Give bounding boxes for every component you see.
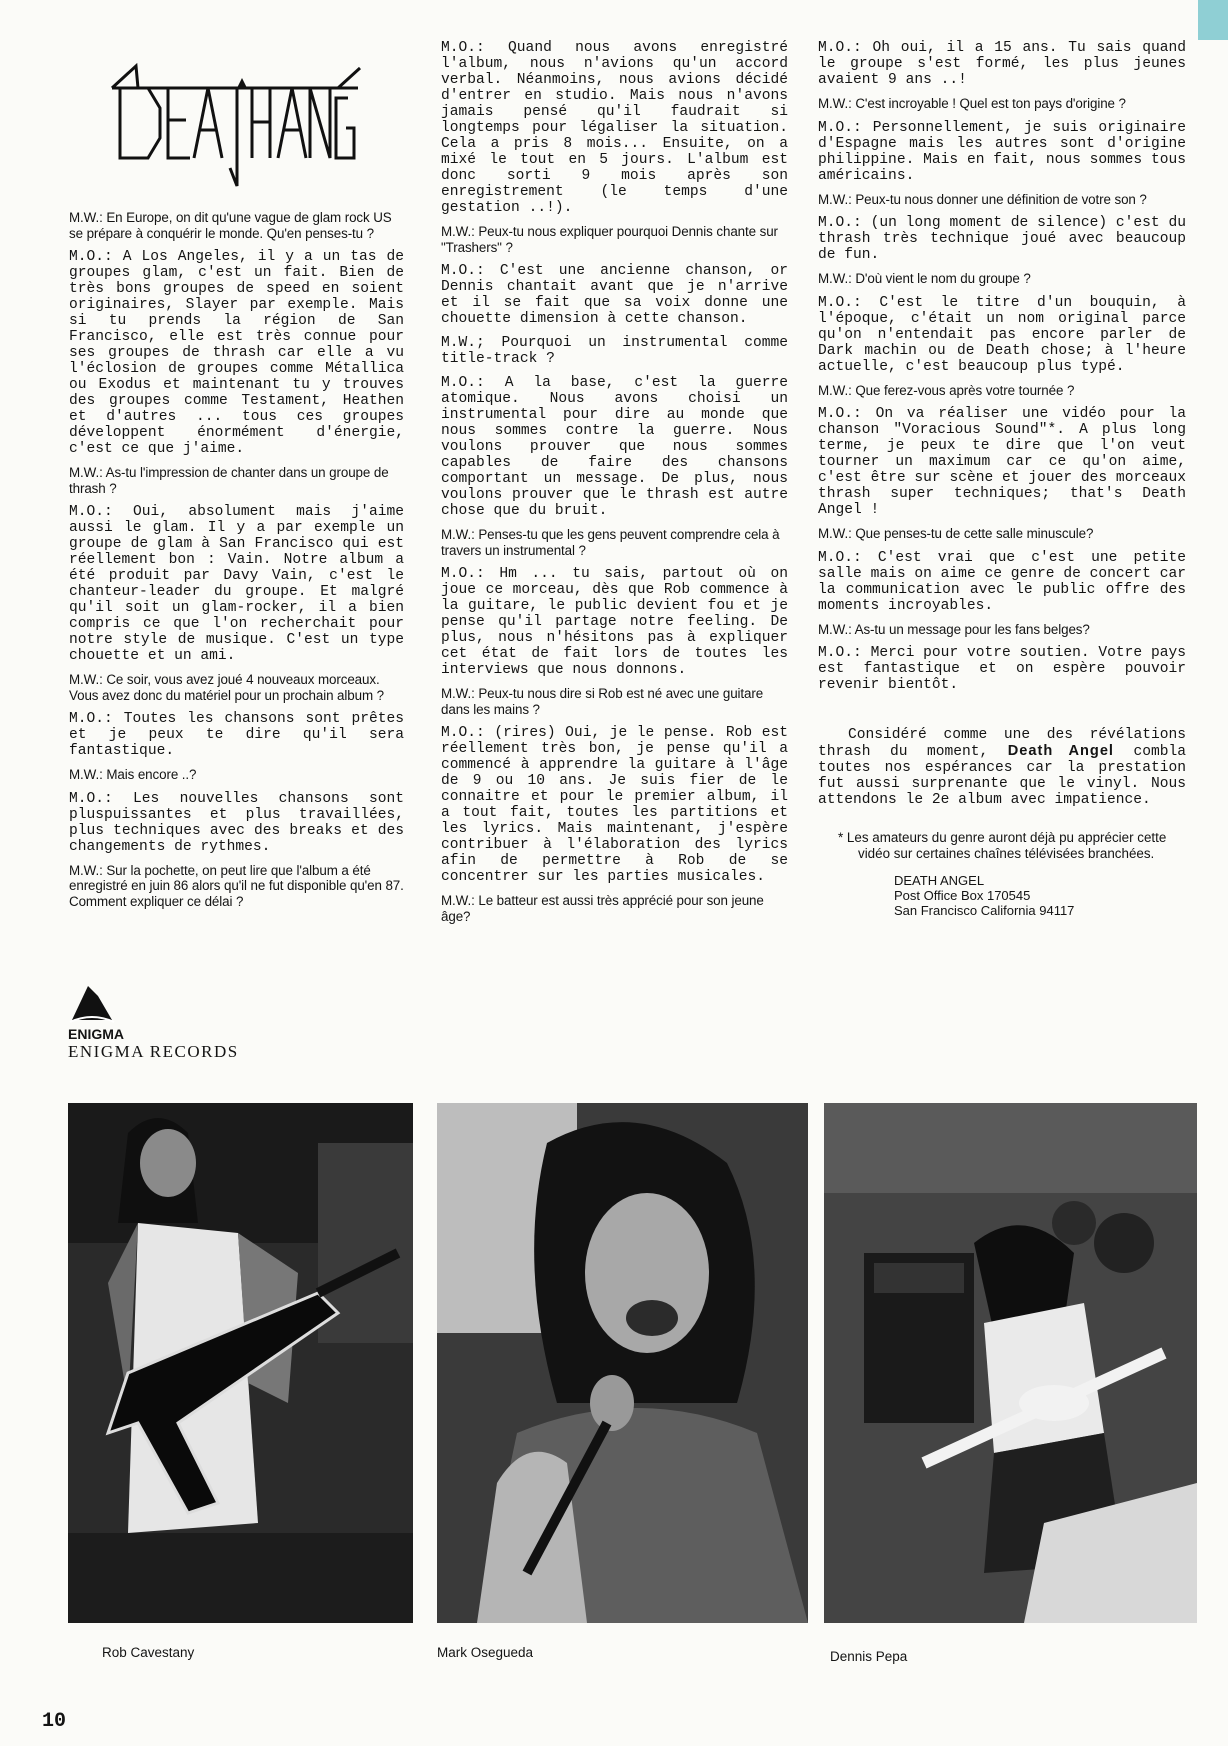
address-line: San Francisco California 94117 [894,903,1075,918]
speaker-label: M.O.: [441,566,485,582]
conclusion-paragraph [818,727,1186,808]
paragraph-text: On va réaliser une vidéo pour la chanson "Voracious Sound"*. A plus long terme, je peux te dire que l'on veut tourner un maximum car ce qu'on aime, c'est être sur scène et jouer des morceaux thrash super techniques; that's Death Angel ! [818,406,1187,518]
speaker-label: M.W.: [441,527,475,542]
photo-rob-cavestany [68,1103,413,1623]
speaker-label: M.O.: [818,119,862,136]
speaker-label: M.W.: [69,862,103,878]
speaker-label: M.O.: [441,725,485,741]
paragraph-text: En Europe, on dit qu'une vague de glam rock US se prépare à conquérir le monde. Qu'en penses-tu ? [69,210,392,241]
interview-column-1 [69,210,404,917]
paragraph-text: A Los Angeles, il y a un tas de groupes glam, c'est un fait. Bien de très bons groupes de speed en soient originaires, Slayer par exemple. Mais si tu prends la région de San Francisco, elle est très connue pour ses groupes de thrash car elle a vu l'éclosion de groupes comme Métallica ou Exodus et maintenant tu y trouves des groupes comme Testament, Heathen et d'autres ... tous ces groupes développent énormément d'énergie, c'est ce que j'aime. [69,249,404,457]
interview-answer [818,645,1186,693]
interview-question [69,672,404,703]
conclusion-band-name: Death Angel [1007,743,1114,759]
speaker-label: M.O.: [818,645,862,661]
interview-answer [69,791,404,855]
paragraph-text: Peux-tu nous dire si Rob est né avec une guitare dans les mains ? [441,686,764,717]
paragraph-text: A la base, c'est la guerre atomique. Nous avons choisi un instrumental pour dire au monde que nous sommes contre la guerre. Nous voulons prouver que nous sommes capables de faire des chansons comportant un message. De plus, nous voulons prouver que le thrash est autre chose que du bruit. [441,375,788,519]
paragraph-text: Sur la pochette, on peut lire que l'album a été enregistré en juin 86 alors qu'il ne fut disponible qu'en 87. Comment expliquer ce délai ? [69,862,404,909]
paragraph-text: Oh oui, il a 15 ans. Tu sais quand le groupe s'est formé, les plus jeunes avaient 9 ans ..! [818,40,1187,88]
interview-question [818,192,1186,208]
paragraph-text: Hm ... tu sais, partout où on joue ce morceau, dès que Rob commence à la guitare, le public devient fou et je pense qu'il partage notre feeling. De plus, nous n'hésitons pas à expliquer cet état de fait lors de toutes les interviews que nous donnons. [441,566,788,678]
paragraph-text: Toutes les chansons sont prêtes et je peux te dire qu'il sera fantastique. [69,711,404,759]
address-line: DEATH ANGEL [894,873,985,888]
interview-question [818,96,1186,112]
paragraph-text: Personnellement, je suis originaire d'Espagne mais les autres sont d'origine philippine. Mais en fait, nous sommes tous américains. [818,119,1186,184]
bassist-photo-art [824,1103,1197,1623]
interview-answer [441,263,788,327]
interview-answer [69,504,404,664]
speaker-label: M.O.: [818,40,862,56]
page-edge-tab [1198,0,1228,40]
paragraph-text: As-tu l'impression de chanter dans un groupe de thrash ? [69,465,389,496]
paragraph-text: Peux-tu nous expliquer pourquoi Dennis chante sur "Trashers" ? [441,224,778,255]
address-line: Post Office Box 170545 [894,888,1031,903]
speaker-label: M.W.: [441,893,475,908]
speaker-label: M.W.: [818,382,852,398]
paragraph-text: (rires) Oui, je le pense. Rob est réellement très bon, je pense qu'il a commencé à apprendre la guitare à l'âge de 9 ou 10 ans. Je suis fier de le connaitre et pour le premier album, il a tout fait, toutes les partitions et les lyrics. Mais maintenant, j'espère contribuer à l'élaboration des lyrics afin de permettre à Rob de se concentrer sur les parties musicales. [441,725,788,885]
interview-answer [441,40,788,216]
paragraph-text: Que ferez-vous après votre tournée ? [855,382,1075,398]
interview-answer [818,40,1186,88]
speaker-label: M.W.: [69,672,103,687]
caption-mark-osegueda: Mark Osegueda [437,1645,534,1660]
enigma-records-logo [68,982,278,1062]
interview-answer [441,725,788,885]
interview-answer [818,550,1186,614]
page-number: 10 [42,1710,67,1733]
paragraph-text: Merci pour votre soutien. Votre pays est fantastique et on espère pouvoir revenir bientôt. [818,645,1187,693]
paragraph-text: Le batteur est aussi très apprécié pour son jeune âge? [441,893,764,924]
interview-question [441,527,788,558]
interview-question [69,767,404,783]
interview-question [818,271,1186,287]
speaker-label: M.O.: [441,40,485,56]
interview-answer [818,406,1186,518]
interview-answer [69,249,404,457]
paragraph-text: C'est une ancienne chanson, or Dennis chantait avant que je n'arrive et il se fait que sa voix donne une chouette dimension à cette chanson. [441,263,788,327]
paragraph-text: D'où vient le nom du groupe ? [855,271,1031,286]
interview-answer [69,711,404,759]
speaker-label: M.W.: [69,767,103,782]
caption-rob-cavestany: Rob Cavestany [102,1645,195,1660]
interview-answer [441,566,788,678]
paragraph-text: Peux-tu nous donner une définition de votre son ? [855,191,1147,207]
speaker-label: M.W.: [69,210,103,225]
footnote: * Les amateurs du genre auront déjà pu apprécier cette vidéo sur certaines chaînes télévisées branchées. [838,830,1167,861]
paragraph-text: Penses-tu que les gens peuvent comprendre cela à travers un instrumental ? [441,527,780,558]
photo-dennis-pepa [824,1103,1197,1623]
interview-question [441,893,788,924]
speaker-label: M.W.: [818,271,852,286]
interview-answer [441,375,788,519]
enigma-mark-icon [68,982,116,1024]
speaker-label: M.O.: [441,375,485,391]
paragraph-text: Pourquoi un instrumental comme title-track ? [441,335,788,367]
paragraph-text: Quand nous avons enregistré l'album, nous n'avions qu'un accord verbal. Néanmoins, nous avions décidé d'entrer en studio. Mais nous n'avons jamais pensé qu'il faudrait si longtemps pour légaliser la situation. Cela a pris 8 mois... Ensuite, on a mixé le tout en 5 jours. L'album est donc sorti 9 mois après son enregistrement (le temps d'une gestation ..!). [441,40,788,216]
speaker-label: M.O.: [818,549,862,566]
speaker-label: M.W.: [441,686,475,701]
death-angel-logo [108,58,362,188]
interview-column-3-body [818,40,1186,693]
speaker-label: M.W.: [69,465,103,480]
interview-question [818,622,1186,638]
interview-question [441,224,788,255]
paragraph-text: Oui, absolument mais j'aime aussi le glam. Il y a par exemple un groupe de glam à San Francisco qui est réellement bon : Vain. Notre album a été produit par Davy Vain, c'est le chanteur-leader du groupe. Et malgré qu'il soit un glam-rocker, il a bien compris ce que l'on recherchait pour notre style de musique. C'est un type chouette et un ami. [69,504,404,664]
paragraph-text: Mais encore ..? [106,767,197,782]
interview-question [69,465,404,496]
enigma-small-label: ENIGMA [68,1026,124,1042]
speaker-label: M.W.: [818,526,852,541]
interview-answer [818,120,1186,184]
speaker-label: M.O.: [69,504,113,520]
contact-address [818,873,1186,918]
speaker-label: M.W.: [441,224,475,239]
speaker-label: M.O.: [69,711,113,727]
interview-answer [818,295,1186,375]
speaker-label: M.W.; [441,335,485,351]
paragraph-text: C'est vrai que c'est une petite salle mais on aime ce genre de concert car la communication avec le public offre des moments incroyables. [818,549,1186,614]
conclusion-before: Considéré comme une des révélations thrash du moment, [818,727,1186,760]
paragraph-text: Ce soir, vous avez joué 4 nouveaux morceaux. Vous avez donc du matériel pour un prochain album ? [69,672,384,703]
interview-question [818,526,1186,542]
paragraph-text: C'est le titre d'un bouquin, à l'époque, c'était un nom original parce qu'on n'entendait pas encore parler de Dark machin ou de Death chose; à l'heure actuelle, c'est beaucoup plus typé. [818,294,1186,375]
interview-question [69,210,404,241]
interview-question [818,383,1186,399]
singer-photo-art [437,1103,808,1623]
paragraph-text: Que penses-tu de cette salle minuscule? [855,526,1094,541]
guitarist-photo-art [68,1103,413,1623]
interview-answer [818,215,1186,263]
conclusion-after: combla toutes nos espérances car la prestation fut aussi surprenante que le vinyl. Nous attendons le 2e album avec impatience. [818,744,1186,808]
paragraph-text: C'est incroyable ! Quel est ton pays d'origine ? [855,96,1126,111]
speaker-label: M.O.: [441,263,485,279]
caption-dennis-pepa: Dennis Pepa [830,1649,908,1664]
interview-question [441,686,788,717]
speaker-label: M.W.: [818,191,852,207]
speaker-label: M.O.: [818,406,862,422]
paragraph-text: (un long moment de silence) c'est du thrash très technique joué avec beaucoup de fun. [818,215,1186,263]
paragraph-text: Les nouvelles chansons sont pluspuissantes et plus travaillées, plus techniques avec des breaks et des changements de rythmes. [69,790,404,855]
interview-answer [441,335,788,367]
photo-mark-osegueda [437,1103,808,1623]
interview-question [69,863,404,910]
enigma-records-label: ENIGMA RECORDS [68,1042,239,1061]
speaker-label: M.W.: [818,96,852,111]
interview-column-2 [441,40,788,932]
speaker-label: M.O.: [69,249,113,265]
interview-column-3 [818,40,1186,918]
paragraph-text: As-tu un message pour les fans belges? [854,621,1090,637]
speaker-label: M.W.: [818,621,852,637]
speaker-label: M.O.: [818,215,862,231]
speaker-label: M.O.: [818,294,862,311]
speaker-label: M.O.: [69,790,113,807]
